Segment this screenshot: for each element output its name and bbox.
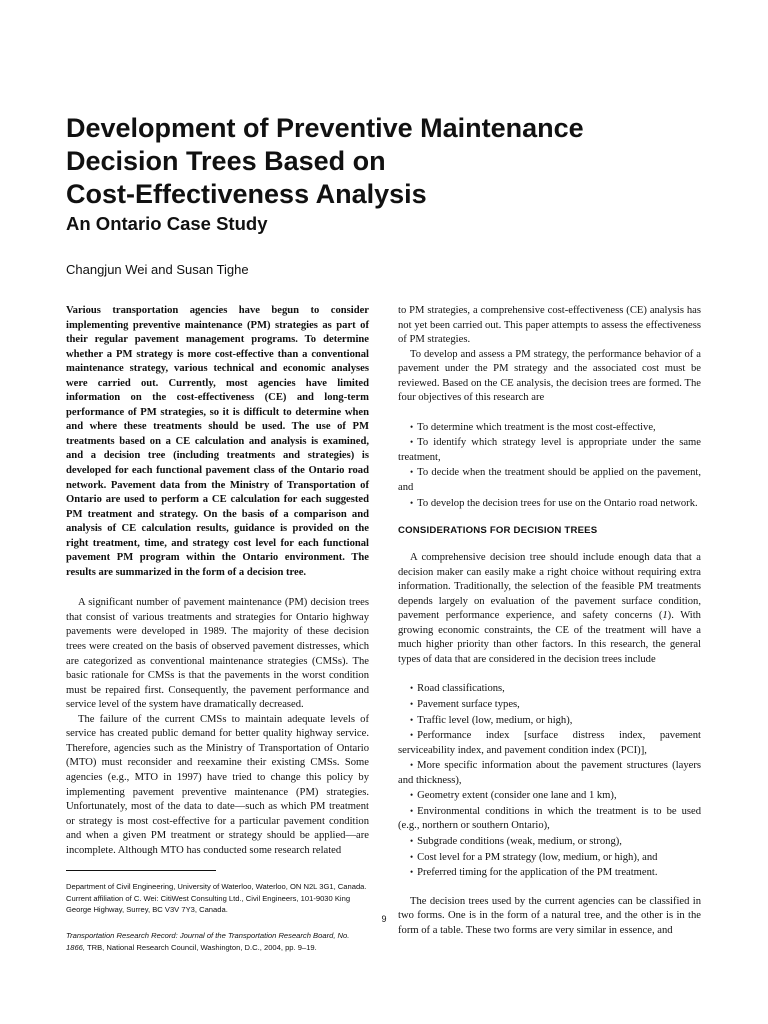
bullet-icon: • [410, 497, 414, 508]
footnote-journal-details: TRB, National Research Council, Washington, D.C., 2004, pp. 9–19. [85, 942, 317, 952]
bullet-icon: • [410, 835, 414, 846]
left-body-paragraph-2: The failure of the current CMSs to maintain adequate levels of service has created public demand for better quality highway service. Therefore, agencies such as the Ministry of Transportation of Ontario (MTO) must reconsider and reexamine their existing CMSs. Some agencies (e.g., MTO in 1997) have tried to change this policy by implementing pavement preventive maintenance (PM) strategies. Unfortunately, most of the data to date—such as which PM treatment or strategy is most cost-effective for a particular pavement condition and when a given PM treatment or strategy should be applied—are incomplete. Although MTO has conducted some research related [66, 713, 369, 856]
title-line-2: Decision Trees Based on [66, 146, 386, 176]
bullet-icon: • [410, 437, 414, 448]
list-item: • Road classifications, [410, 683, 505, 695]
list-item: • Cost level for a PM strategy (low, medium, or high), and [410, 851, 658, 863]
right-column [398, 304, 701, 938]
bullet-icon: • [410, 467, 414, 478]
footnote-rule [66, 870, 216, 871]
bullet-icon: • [410, 760, 414, 771]
list-item: • Environmental conditions in which the treatment is to be used (e.g., northern or southern Ontario), [398, 805, 701, 832]
data-types-list [398, 681, 701, 880]
list-item: • Pavement surface types, [410, 699, 520, 711]
bullet-icon: • [410, 867, 414, 878]
bullet-icon: • [410, 714, 414, 725]
list-item: • Performance index [surface distress index, pavement serviceability index, and pavement condition index (PCI)], [398, 730, 701, 756]
list-item: • To identify which strategy level is appropriate under the same treatment, [398, 437, 701, 463]
left-column [66, 304, 369, 953]
bullet-icon: • [410, 790, 414, 801]
right-body-paragraph-2: To develop and assess a PM strategy, the performance behavior of a pavement under the PM strategy and the associated cost must be reviewed. Based on the CE analysis, the decision trees are formed. The four objectives of this research are [398, 348, 701, 404]
bullet-icon: • [410, 699, 414, 710]
list-item: • To develop the decision trees for use on the Ontario road network. [410, 497, 698, 509]
bullet-icon: • [410, 805, 414, 816]
list-item: • Traffic level (low, medium, or high), [410, 714, 573, 726]
abstract [66, 304, 369, 580]
section-heading: CONSIDERATIONS FOR DECISION TREES [398, 525, 598, 537]
left-body-paragraph-1: A significant number of pavement maintenance (PM) decision trees that consist of various treatments and strategies for Ontario highway pavements were developed in 1989. The majority of these decision trees were created on the basis of observed pavement distresses, which are categorized as conventional maintenance strategies (CMSs). The basic rationale for CMSs is that the pavements in the worst condition must be repaired first. Consequently, the pavement performance and service level of the system have dramatically decreased. [66, 597, 369, 711]
bullet-icon: • [410, 730, 414, 741]
footnote-citation [66, 930, 369, 953]
list-item: • Geometry extent (consider one lane and 1 km), [410, 790, 617, 802]
page-number: 9 [381, 914, 387, 924]
right-body-paragraph-4: The decision trees used by the current agencies can be classified in two forms. One is in the form of a natural tree, and the other is in the form of a table. These two forms are very similar in essence, and [398, 895, 701, 936]
reference-number: 1 [662, 610, 668, 622]
title-line-3: Cost-Effectiveness Analysis [66, 179, 427, 209]
bullet-icon: • [410, 421, 414, 432]
list-item: • More specific information about the pavement structures (layers and thickness), [398, 760, 701, 786]
paper-title [66, 112, 726, 211]
bullet-icon: • [410, 683, 414, 694]
list-item: • Preferred timing for the application of the PM treatment. [410, 867, 658, 879]
bullet-icon: • [410, 851, 414, 862]
paper-subtitle: An Ontario Case Study [66, 213, 268, 234]
paper-authors: Changjun Wei and Susan Tighe [66, 262, 249, 277]
objectives-list [398, 420, 701, 511]
list-item: • To decide when the treatment should be applied on the pavement, and [398, 467, 701, 494]
right-body-paragraph-1: to PM strategies, a comprehensive cost-effectiveness (CE) analysis has not yet been carried out. This paper attempts to assess the effectiveness of PM strategies. [398, 305, 701, 346]
abstract-text: Various transportation agencies have begun to consider implementing preventive maintenance (PM) strategies as part of their regular pavement management programs. To determine whether a PM strategy is more cost-effective than a conventional maintenance strategy, various technical and economic analyses were carried out. Currently, most agencies have limited information on the cost-effectiveness (CE) and long-term performance of PM strategies, so it is difficult to determine when and where these treatments should be used. The use of PM treatments based on a CE calculation and analysis is examined, and a decision tree (including treatments and strategies) is developed for each functional pavement class of the Ontario road network. Pavement data from the Ministry of Transportation of Ontario are used to perform a CE calculation for each suggested PM treatment and strategy. On the basis of a comparison and analysis of CE calculation results, guidance is provided on the right treatment, time, and strategy cost level for each functional pavement PM program within the Ontario environment. The results are summarized in the form of a decision tree. [66, 305, 369, 578]
title-line-1: Development of Preventive Maintenance [66, 113, 584, 143]
right-body-paragraph-3: A comprehensive decision tree should include enough data that a decision maker can easily make a right choice without requiring extra information. Traditionally, the selection of the feasible PM treatments depends largely on evaluation of the pavement surface condition, pavement performance experience, and safety concerns (1). With growing economic constraints, the CE of the treatment will have a much higher priority than other factors. In this research, the general types of data that are considered in the decision trees include [398, 552, 701, 665]
footnote-journal: Transportation Research Record: Journal of the Transportation Research Board, No. 1866, [66, 931, 350, 952]
list-item: • Subgrade conditions (weak, medium, or strong), [410, 835, 622, 847]
list-item: • To determine which treatment is the most cost-effective, [410, 421, 656, 433]
footnote-affiliation: Department of Civil Engineering, University of Waterloo, Waterloo, ON N2L 3G1, Canada. Current affiliation of C. Wei: CitiWest Consulting Ltd., Civil Engineers, 101-9030 King George Highway, Surrey, BC V3V 7Y3, Canada. [66, 882, 367, 915]
